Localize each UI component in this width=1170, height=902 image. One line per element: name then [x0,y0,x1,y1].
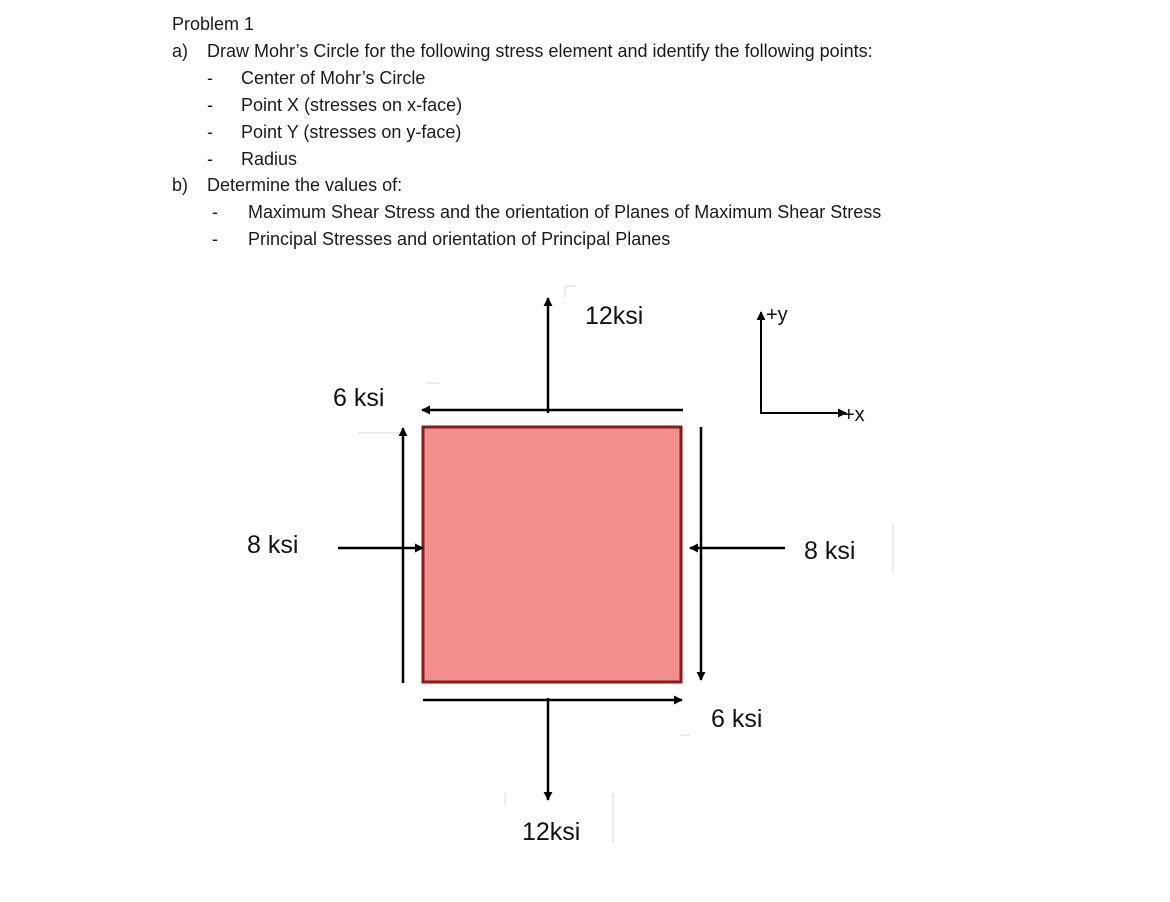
label-right-normal: 8 ksi [804,537,856,565]
axis-y-label: +y [766,304,788,326]
bullet-dash: - [207,122,213,142]
label-left-normal: 8 ksi [247,531,299,559]
axis-x-label: +x [843,404,865,426]
bullet-dash: - [207,95,213,115]
bullet-dash: - [207,68,213,88]
part-b-text: Determine the values of: [207,175,403,195]
bullet-dash: - [207,149,213,169]
label-bottom-normal: 12ksi [522,818,581,846]
label-shear-top-left: 6 ksi [333,384,385,412]
stress-element-square [423,427,681,682]
part-a-item-point-y: Point Y (stresses on y-face) [241,122,462,142]
bullet-dash: - [212,229,218,249]
part-a-item-radius: Radius [241,149,298,169]
part-a-marker: a) [172,41,189,61]
part-b-marker: b) [172,175,189,195]
part-a-text: Draw Mohr’s Circle for the following stress element and identify the following points: [207,41,873,61]
bullet-dash: - [212,202,218,222]
label-top-normal: 12ksi [585,302,644,330]
part-b-item-max-shear: Maximum Shear Stress and the orientation of Planes of Maximum Shear Stress [248,202,882,222]
part-b-item-principal: Principal Stresses and orientation of Principal Planes [248,229,671,249]
label-shear-bottom-right: 6 ksi [711,705,763,733]
problem-title: Problem 1 [172,14,255,34]
part-a-item-center: Center of Mohr’s Circle [241,68,426,88]
part-a-item-point-x: Point X (stresses on x-face) [241,95,463,115]
